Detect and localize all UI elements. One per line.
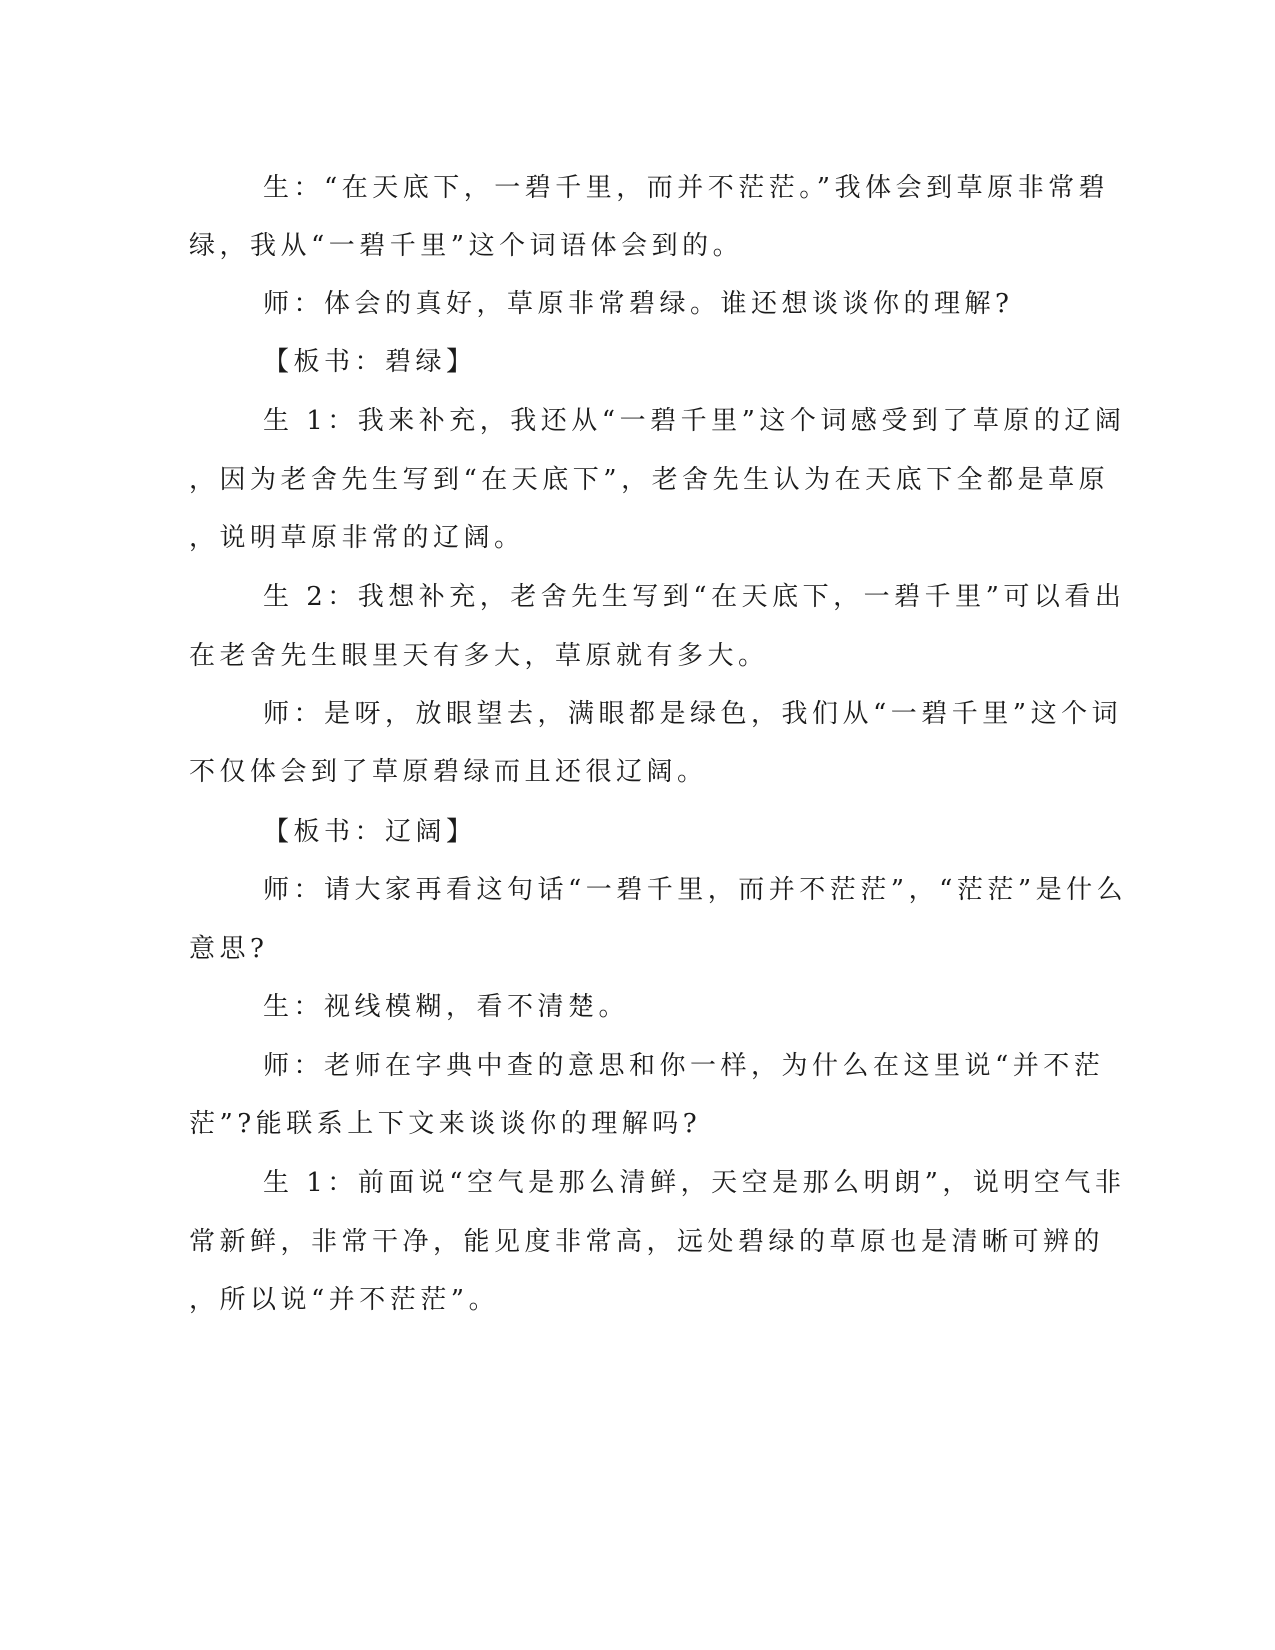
text-line: 师：老师在字典中查的意思和你一样，为什么在这里说“并不茫: [263, 1051, 1105, 1081]
text-line: 生 1：我来补充，我还从“一碧千里”这个词感受到了草原的辽阔: [263, 406, 1126, 436]
text-line: 师：请大家再看这句话“一碧千里，而并不茫茫”，“茫茫”是什么: [263, 875, 1128, 905]
text-line: ，所以说“并不茫茫”。: [189, 1285, 500, 1315]
text-line: ，因为老舍先生写到“在天底下”，老舍先生认为在天底下全都是草原: [189, 465, 1110, 495]
text-line: 师：体会的真好，草原非常碧绿。谁还想谈谈你的理解?: [263, 289, 1014, 319]
text-line: 绿，我从“一碧千里”这个词语体会到的。: [189, 231, 744, 261]
text-line: 【板书：辽阔】: [263, 817, 477, 847]
text-line: 不仅体会到了草原碧绿而且还很辽阔。: [189, 757, 708, 787]
text-line: 生 2：我想补充，老舍先生写到“在天底下，一碧千里”可以看出: [263, 582, 1126, 612]
text-line: ，说明草原非常的辽阔。: [189, 523, 525, 553]
text-line: 在老舍先生眼里天有多大，草原就有多大。: [189, 641, 769, 671]
text-line: 意思?: [189, 934, 269, 964]
text-line: 茫”?能联系上下文来谈谈你的理解吗?: [189, 1109, 702, 1139]
text-line: 常新鲜，非常干净，能见度非常高，远处碧绿的草原也是清晰可辨的: [189, 1227, 1105, 1257]
text-line: 生：“在天底下，一碧千里，而并不茫茫。”我体会到草原非常碧: [263, 173, 1110, 203]
text-line: 【板书：碧绿】: [263, 347, 477, 377]
text-line: 生：视线模糊，看不清楚。: [263, 992, 630, 1022]
text-line: 师：是呀，放眼望去，满眼都是绿色，我们从“一碧千里”这个词: [263, 699, 1123, 729]
text-line: 生 1：前面说“空气是那么清鲜，天空是那么明朗”，说明空气非: [263, 1168, 1126, 1198]
